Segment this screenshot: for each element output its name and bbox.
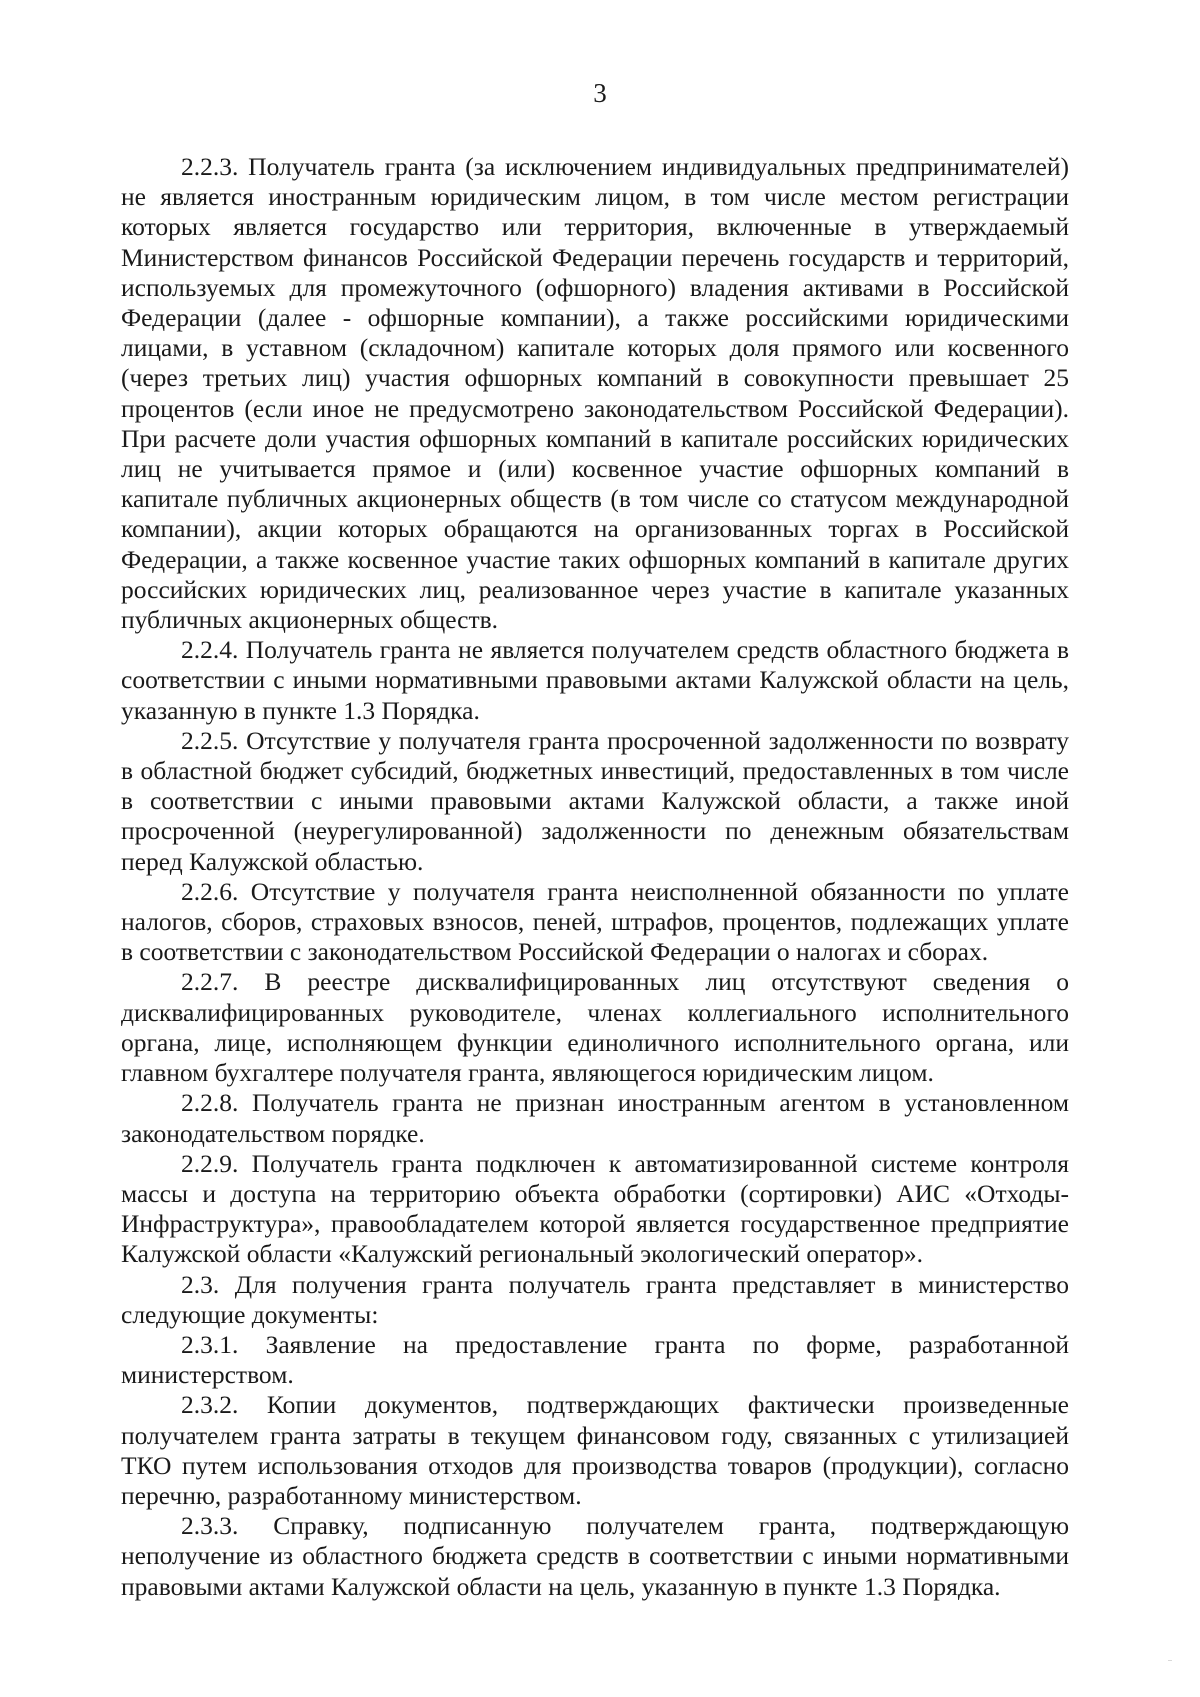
paragraph-2-2-3: 2.2.3. Получатель гранта (за исключением индивидуальных предпринимателей) не является иностранным юридическим лицом, в том числе местом регистрации которых является государство или территория, включенные в утверждаемый Министерством финансов Российской Федерации перечень государств и территорий, используемых для промежуточного (офшорного) владения активами в Российской Федерации (далее - офшорные компании), а также российскими юридическими лицами, в уставном (складочном) капитале которых доля прямого или косвенного (через третьих лиц) участия офшорных компаний в совокупности превышает 25 процентов (если иное не предусмотрено законодательством Российской Федерации). При расчете доли участия офшорных компаний в капитале российских юридических лиц не учитывается прямое и (или) косвенное участие офшорных компаний в капитале публичных акционерных обществ (в том числе со статусом международной компании), акции которых обращаются на организованных торгах в Российской Федерации, а также косвенное участие таких офшорных компаний в капитале других российских юридических лиц, реализованное через участие в капитале указанных публичных акционерных обществ. bbox=[121, 152, 1069, 635]
paragraph-2-2-7: 2.2.7. В реестре дисквалифицированных лиц отсутствуют сведения о дисквалифицированных руководителе, членах коллегиального исполнительного органа, лице, исполняющем функции единоличного исполнительного органа, или главном бухгалтере получателя гранта, являющегося юридическим лицом. bbox=[121, 967, 1069, 1088]
paragraph-2-3-2: 2.3.2. Копии документов, подтверждающих фактически произведенные получателем гранта затраты в текущем финансовом году, связанных с утилизацией ТКО путем использования отходов для производства товаров (продукции), согласно перечню, разработанному министерством. bbox=[121, 1390, 1069, 1510]
paragraph-2-2-9: 2.2.9. Получатель гранта подключен к автоматизированной системе контроля массы и доступа на территорию объекта обработки (сортировки) АИС «Отходы-Инфраструктура», правообладателем которой является государственное предприятие Калужской области «Калужский региональный экологический оператор». bbox=[121, 1148, 1069, 1269]
paragraph-2-2-4: 2.2.4. Получатель гранта не является получателем средств областного бюджета в соответствии с иными нормативными правовыми актами Калужской области на цель, указанную в пункте 1.3 Порядка. bbox=[121, 635, 1069, 725]
paragraph-2-3: 2.3. Для получения гранта получатель гранта представляет в министерство следующие документы: bbox=[121, 1269, 1069, 1329]
scan-artifact bbox=[1168, 1660, 1172, 1661]
document-body bbox=[121, 152, 1069, 1602]
paragraph-2-2-6: 2.2.6. Отсутствие у получателя гранта неисполненной обязанности по уплате налогов, сборов, страховых взносов, пеней, штрафов, процентов, подлежащих уплате в соответствии с законодательством Российской Федерации о налогах и сборах. bbox=[121, 876, 1069, 967]
paragraph-2-3-3: 2.3.3. Справку, подписанную получателем гранта, подтверждающую неполучение из областного бюджета средств в соответствии с иными нормативными правовыми актами Калужской области на цель, указанную в пункте 1.3 Порядка. bbox=[121, 1511, 1069, 1601]
paragraph-2-3-1: 2.3.1. Заявление на предоставление гранта по форме, разработанной министерством. bbox=[121, 1329, 1069, 1390]
paragraph-2-2-8: 2.2.8. Получатель гранта не признан иностранным агентом в установленном законодательством порядке. bbox=[121, 1088, 1069, 1148]
page-number: 3 bbox=[593, 78, 607, 108]
paragraph-2-2-5: 2.2.5. Отсутствие у получателя гранта просроченной задолженности по возврату в областной бюджет субсидий, бюджетных инвестиций, предоставленных в том числе в соответствии с иными правовыми актами Калужской области, а также иной просроченной (неурегулированной) задолженности по денежным обязательствам перед Калужской областью. bbox=[121, 725, 1069, 876]
